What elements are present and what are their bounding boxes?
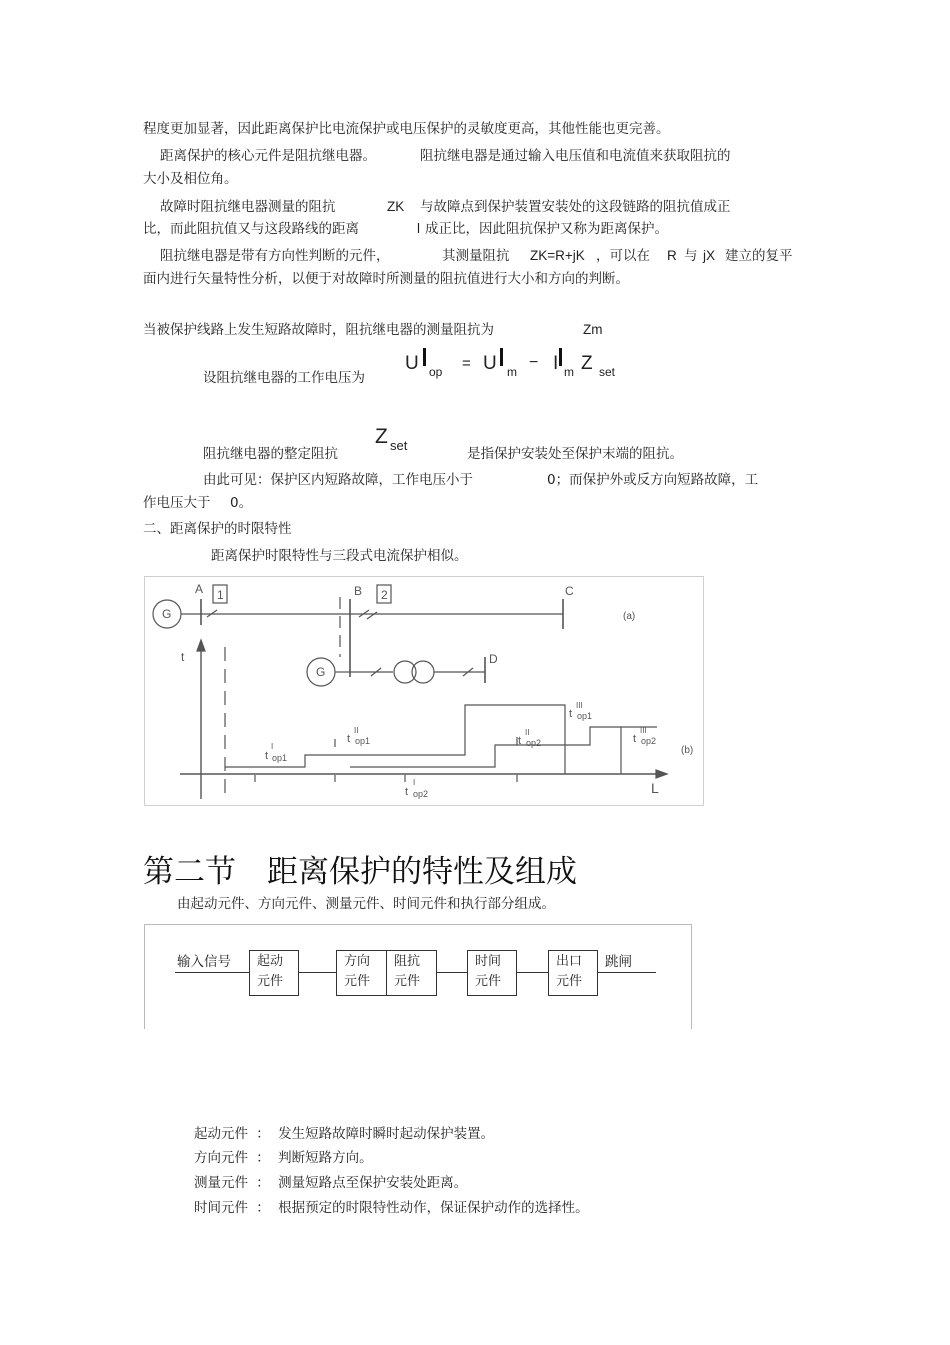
paragraph-line: 比，而此阻抗值又与这段路线的距离 (143, 221, 359, 237)
inline-symbol: jX (703, 248, 716, 263)
relay1-characteristic (225, 705, 565, 774)
definition-desc: 判断短路方向。 (278, 1150, 373, 1166)
definition-sep: ： (256, 1150, 270, 1166)
formula-sub-op: op (429, 365, 443, 379)
t-op1-ii-sub: op1 (355, 736, 371, 746)
paragraph-line: 距离保护的核心元件是阻抗继电器。 (160, 148, 376, 164)
t-op2-iii: t (633, 733, 637, 745)
t-op1-ii-sup: II (354, 726, 359, 735)
start-element-line1: 起动 (257, 954, 284, 969)
paragraph-line: 由起动元件、方向元件、测量元件、时间元件和执行部分组成。 (177, 896, 555, 912)
t-op1-i-sup: I (271, 742, 274, 751)
output-arrow-line (598, 972, 656, 973)
definition-desc: 根据预定的时限特性动作，保证保护动作的选择性。 (278, 1200, 589, 1216)
t-op2-i: t (405, 786, 409, 798)
formula-u: U (405, 353, 419, 374)
zset-z: Z (375, 425, 388, 448)
impedance-element-block (386, 950, 437, 996)
formula-z: Z (581, 353, 593, 374)
formula-zset (375, 425, 425, 459)
paragraph-line: 与 (684, 248, 698, 264)
t-op2-ii-sup: II (525, 728, 530, 737)
formula-i: I (553, 353, 559, 374)
paragraph-line: 与故障点到保护装置安装处的这段链路的阻抗值成正 (420, 199, 731, 215)
t-op1-i: t (265, 750, 269, 762)
paragraph-line: 阻抗继电器的整定阻抗 (203, 446, 338, 462)
formula-um: U (483, 353, 497, 374)
axis-t-label: t (181, 650, 185, 664)
definition-term: 起动元件 (194, 1126, 248, 1142)
input-arrow-line (175, 972, 249, 973)
paragraph-line: 0。 (230, 495, 253, 511)
bus-d-label: D (489, 652, 498, 666)
direction-element-line2: 元件 (344, 974, 371, 989)
inline-symbol: R (667, 248, 677, 263)
definition-sep: ： (256, 1200, 270, 1216)
definition-item (194, 1146, 373, 1166)
direction-element-block (336, 950, 387, 996)
generator-branch-label: G (316, 665, 326, 679)
t-op1-iii-sub: op1 (577, 711, 593, 721)
t-op1-i-sub: op1 (272, 753, 288, 763)
paragraph-line: 成正比，因此阻抗保护又称为距离保护。 (425, 221, 668, 237)
paragraph-line: 大小及相位角。 (143, 171, 238, 187)
t-op2-i-sup: I (413, 778, 416, 787)
t-op1-iii: t (569, 708, 573, 720)
time-element-line2: 元件 (475, 974, 502, 989)
zset-sub: set (390, 438, 408, 453)
section-heading: 第二节 距离保护的特性及组成 (143, 854, 577, 890)
bus-a-label: A (195, 582, 204, 596)
connector-line (437, 972, 467, 973)
paragraph-line: 面内进行矢量特性分析，以便于对故障时所测量的阻抗值进行大小和方向的判断。 (143, 271, 629, 287)
paragraph-line: 建立的复平 (725, 248, 793, 264)
definition-desc: 测量短路点至保护安装处距离。 (278, 1175, 468, 1191)
paragraph-line: ，可以在 (596, 248, 650, 264)
definition-sep: ： (256, 1175, 270, 1191)
axis-l-label: L (651, 780, 659, 796)
t-op2-iii-sup: III (640, 726, 647, 735)
figure-label-b: (b) (681, 745, 694, 756)
paragraph-line: 设阻抗继电器的工作电压为 (203, 370, 365, 386)
formula-eq: = (462, 355, 471, 372)
figure-label-a: (a) (623, 611, 636, 622)
definition-item (194, 1171, 467, 1191)
phasor-mark (559, 348, 562, 366)
paragraph-line: 故障时阻抗继电器测量的阻抗 (160, 199, 336, 215)
relay-2-label: 2 (381, 588, 388, 602)
inline-symbol: l (417, 221, 420, 236)
impedance-element-line1: 阻抗 (394, 954, 421, 969)
formula-sub-m: m (564, 365, 574, 379)
relay-1-label: 1 (217, 588, 224, 602)
t-op1-ii: t (347, 733, 351, 745)
definition-desc: 发生短路故障时瞬时起动保护装置。 (278, 1126, 495, 1142)
definition-term: 时间元件 (194, 1200, 248, 1216)
section-title: 二、距离保护的时限特性 (143, 521, 292, 537)
time-characteristic-figure (144, 576, 704, 806)
connector-line (517, 972, 548, 973)
definition-item (194, 1122, 494, 1142)
time-element-block (467, 950, 517, 996)
t-op2-i-sub: op2 (413, 789, 429, 799)
connector-line (299, 972, 336, 973)
t-op2-ii-sub: op2 (526, 738, 542, 748)
bus-c-label: C (565, 584, 574, 598)
output-element-line1: 出口 (556, 954, 583, 969)
start-element-line2: 元件 (257, 974, 284, 989)
t-op1-iii-sup: III (576, 701, 583, 710)
time-characteristic-svg (145, 577, 703, 805)
formula-sub-set: set (599, 365, 616, 379)
inline-symbol: ZK=R+jK (530, 248, 585, 263)
definition-item (194, 1196, 589, 1216)
direction-element-line1: 方向 (344, 954, 371, 969)
paragraph-line: 当被保护线路上发生短路故障时，阻抗继电器的测量阻抗为 (143, 322, 494, 338)
paragraph-line: 由此可见：保护区内短路故障，工作电压小于 (203, 472, 473, 488)
paragraph-line: 作电压大于 (143, 495, 211, 511)
phasor-mark (500, 348, 503, 366)
definition-term: 方向元件 (194, 1150, 248, 1166)
bus-b-label: B (354, 584, 363, 598)
input-signal-label: 输入信号 (177, 954, 231, 970)
t-op2-iii-sub: op2 (641, 736, 657, 746)
definition-term: 测量元件 (194, 1175, 248, 1191)
inline-symbol: ZK (387, 199, 405, 214)
t-op2-ii: t (518, 735, 522, 747)
formula-operating-voltage (405, 343, 635, 383)
transformer-right (412, 661, 434, 683)
phasor-mark (423, 348, 426, 366)
output-element-line2: 元件 (556, 974, 583, 989)
formula-minus: − (529, 354, 539, 371)
output-element-block (548, 950, 598, 996)
inline-symbol: Zm (583, 322, 603, 337)
paragraph-line: 阻抗继电器是带有方向性判断的元件， (160, 248, 390, 264)
definition-sep: ： (256, 1126, 270, 1142)
paragraph-line: 是指保护安装处至保护末端的阻抗。 (467, 446, 683, 462)
start-element-block (249, 950, 299, 996)
paragraph-line: 距离保护时限特性与三段式电流保护相似。 (211, 548, 468, 564)
trip-label: 跳闸 (605, 954, 632, 970)
paragraph-line: 程度更加显著，因此距离保护比电流保护或电压保护的灵敏度更高，其他性能也更完善。 (143, 121, 670, 137)
transformer-left (394, 661, 416, 683)
formula-sub-m: m (507, 365, 517, 379)
impedance-element-line2: 元件 (394, 974, 421, 989)
paragraph-line: 其测量阻抗 (442, 248, 510, 264)
time-element-line1: 时间 (475, 954, 502, 969)
paragraph-line: 阻抗继电器是通过输入电压值和电流值来获取阻抗的 (420, 148, 731, 164)
generator-left-label: G (162, 607, 172, 621)
paragraph-line: 0；而保护外或反方向短路故障，工 (547, 472, 759, 488)
block-diagram (144, 924, 692, 1029)
relay2-characteristic (350, 727, 657, 767)
